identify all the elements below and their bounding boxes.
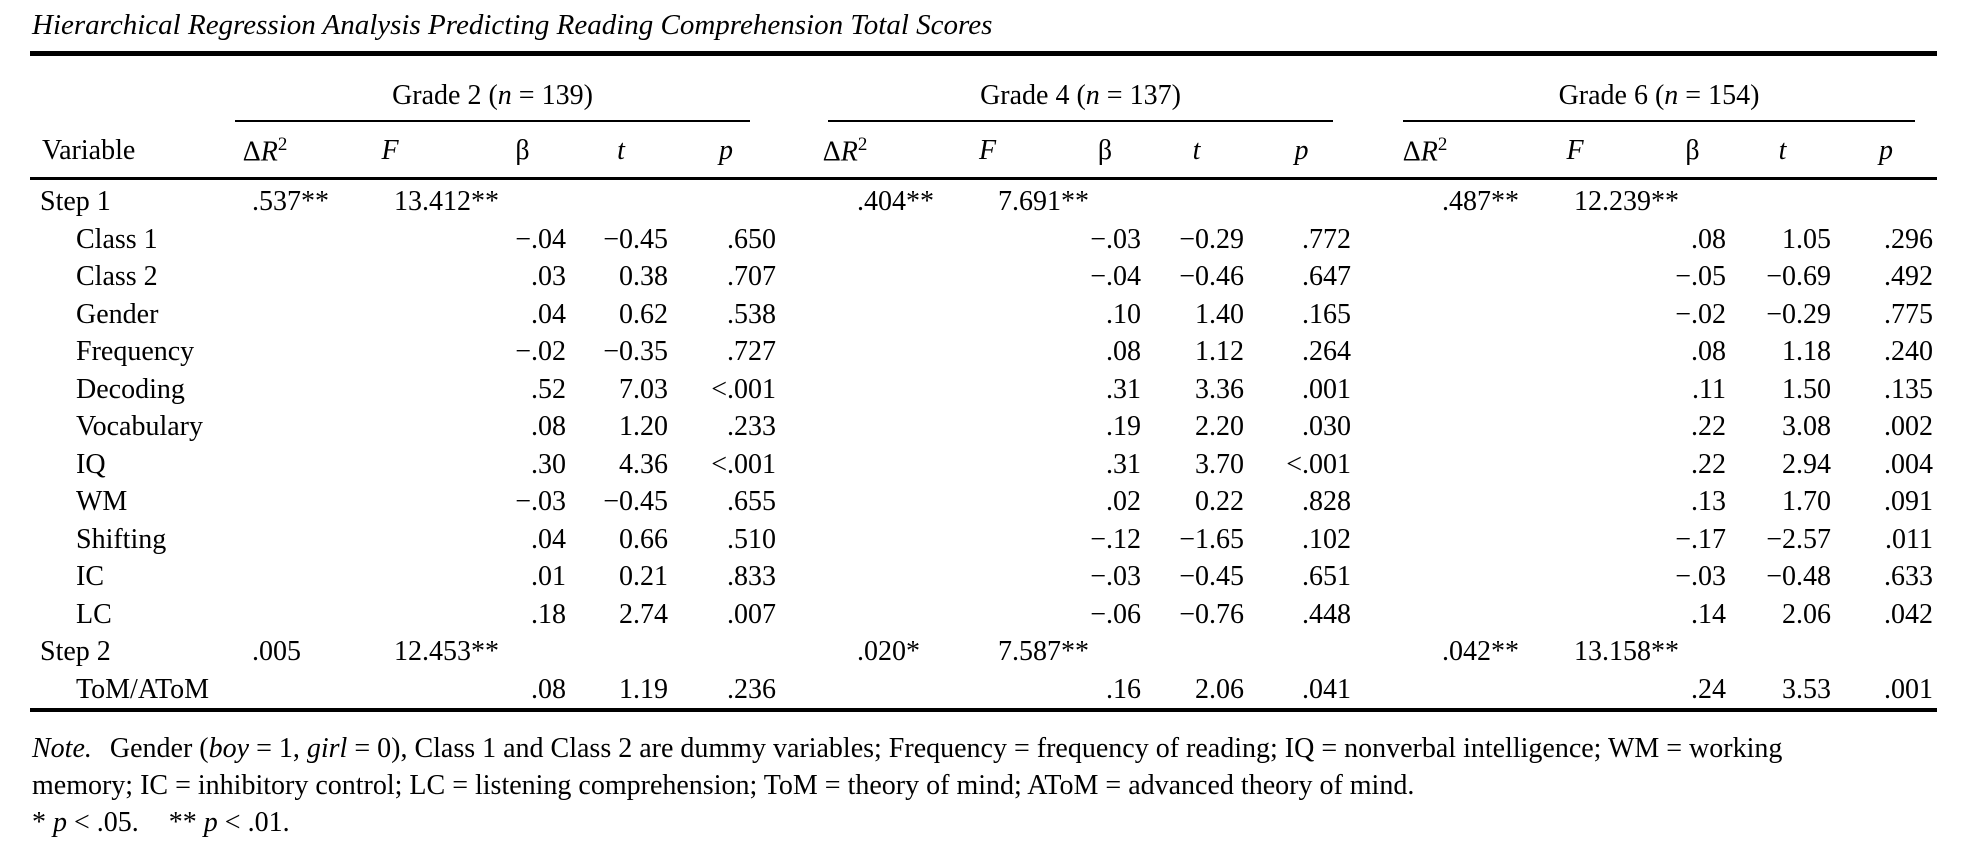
- col-header-f: F: [1495, 122, 1655, 179]
- group-label-grade4: Grade 4 (: [980, 80, 1086, 111]
- cell-g6-t: 1.70: [1782, 486, 1831, 518]
- cell-g2-p: .233: [727, 411, 776, 443]
- cell-g4-dr2: .404**: [857, 186, 934, 218]
- cell-g4-beta: −.03: [1090, 561, 1141, 593]
- cell-g6-dr2: [1355, 521, 1495, 559]
- cell-g4-dr2: [780, 483, 910, 521]
- cell-g4-t: 1.40: [1195, 298, 1244, 330]
- cell-g2-p: .707: [727, 261, 776, 293]
- cell-g4-p: .041: [1302, 673, 1351, 705]
- cell-g6-beta: −.02: [1675, 298, 1726, 330]
- cell-g4-p: <.001: [1286, 448, 1351, 480]
- cell-g4-beta: −.12: [1090, 523, 1141, 555]
- note-line: [32, 730, 1939, 804]
- cell-g2-p: [672, 179, 780, 221]
- cell-g2-f: [305, 483, 475, 521]
- cell-g2-t: 0.38: [619, 261, 668, 293]
- cell-g2-f: 13.412**: [394, 186, 499, 218]
- cell-g4-f: 7.587**: [998, 636, 1089, 668]
- row-label: Decoding: [76, 373, 185, 405]
- cell-g6-p: .011: [1885, 523, 1933, 555]
- col-header-delta-r2: $\Delta R^2$: [780, 122, 910, 179]
- cell-g2-p: <.001: [711, 448, 776, 480]
- table-title: Hierarchical Regression Analysis Predicting Reading Comprehension Total Scores: [32, 9, 993, 41]
- cell-g4-f: [910, 371, 1065, 409]
- cell-g2-dr2: [225, 371, 305, 409]
- cell-g6-beta: −.17: [1675, 523, 1726, 555]
- cell-g6-dr2: [1355, 483, 1495, 521]
- table-row: [30, 558, 1937, 596]
- cell-g2-beta: −.02: [515, 336, 566, 368]
- cell-g2-p: .650: [727, 223, 776, 255]
- corner-cell: [30, 54, 225, 123]
- cell-g6-dr2: [1355, 671, 1495, 711]
- cell-g2-t: 1.19: [619, 673, 668, 705]
- cell-g4-dr2: [780, 221, 910, 259]
- cell-g2-t: 4.36: [619, 448, 668, 480]
- cell-g6-p: .135: [1884, 373, 1933, 405]
- cell-g6-f: [1495, 221, 1655, 259]
- cell-g6-dr2: [1355, 408, 1495, 446]
- row-label: Class 1: [76, 223, 158, 255]
- sig-item: ** p < .01.: [168, 807, 290, 839]
- cell-g4-p: [1248, 179, 1355, 221]
- cell-g2-p: .833: [727, 561, 776, 593]
- cell-g6-t: [1730, 179, 1835, 221]
- cell-g4-p: [1248, 633, 1355, 671]
- cell-g4-beta: −.06: [1090, 598, 1141, 630]
- cell-g6-t: 2.06: [1782, 598, 1831, 630]
- row-label: Step 1: [40, 186, 111, 218]
- cell-g4-p: .828: [1302, 486, 1351, 518]
- cell-g4-p: .030: [1302, 411, 1351, 443]
- cell-g6-f: [1495, 671, 1655, 711]
- cell-g4-dr2: [780, 258, 910, 296]
- cell-g4-p: .001: [1302, 373, 1351, 405]
- cell-g2-beta: .04: [531, 523, 566, 555]
- cell-g6-f: [1495, 333, 1655, 371]
- cell-g6-p: .775: [1884, 298, 1933, 330]
- cell-g2-f: [305, 221, 475, 259]
- cell-g6-p: .296: [1884, 223, 1933, 255]
- cell-g4-t: 2.20: [1195, 411, 1244, 443]
- cell-g4-dr2: .020*: [857, 636, 920, 668]
- cell-g2-f: [305, 671, 475, 711]
- cell-g6-dr2: .042**: [1442, 636, 1519, 668]
- cell-g6-f: [1495, 596, 1655, 634]
- cell-g2-beta: .01: [531, 561, 566, 593]
- cell-g2-t: −0.35: [603, 336, 668, 368]
- column-header-row: [30, 122, 1937, 179]
- cell-g6-beta: .22: [1691, 448, 1726, 480]
- cell-g4-p: .651: [1302, 561, 1351, 593]
- note: [32, 730, 1939, 841]
- cell-g6-dr2: .487**: [1442, 186, 1519, 218]
- cell-g6-beta: .11: [1692, 373, 1726, 405]
- group-header-grade2: Grade 2 (n = 139): [225, 54, 780, 123]
- row-label: Vocabulary: [76, 411, 203, 443]
- row-label: IQ: [76, 448, 106, 480]
- table-row: [30, 408, 1937, 446]
- cell-g4-f: [910, 258, 1065, 296]
- cell-g2-f: [305, 333, 475, 371]
- cell-g2-beta: .30: [531, 448, 566, 480]
- cell-g6-f: [1495, 296, 1655, 334]
- cell-g4-t: 2.06: [1195, 673, 1244, 705]
- cell-g2-f: [305, 596, 475, 634]
- cell-g2-beta: −.03: [515, 486, 566, 518]
- cell-g6-f: 12.239**: [1574, 186, 1679, 218]
- cell-g2-f: [305, 296, 475, 334]
- cell-g4-beta: .16: [1106, 673, 1141, 705]
- cell-g2-dr2: [225, 446, 305, 484]
- cell-g4-t: −0.45: [1179, 561, 1244, 593]
- col-header-t: t: [1730, 122, 1835, 179]
- cell-g6-dr2: [1355, 596, 1495, 634]
- cell-g4-f: [910, 446, 1065, 484]
- cell-g6-beta: .13: [1691, 486, 1726, 518]
- cell-g4-beta: .02: [1106, 486, 1141, 518]
- cell-g2-f: [305, 408, 475, 446]
- cell-g6-beta: .08: [1691, 336, 1726, 368]
- cell-g4-t: −0.29: [1179, 223, 1244, 255]
- cell-g4-t: 3.70: [1195, 448, 1244, 480]
- cell-g4-p: .264: [1302, 336, 1351, 368]
- cell-g2-t: −0.45: [603, 223, 668, 255]
- cell-g6-t: 1.50: [1782, 373, 1831, 405]
- cell-g6-dr2: [1355, 446, 1495, 484]
- note-text: Gender (boy = 1, girl = 0), Class 1 and Class 2 are dummy variables; Frequency = frequency of reading; IQ = nonverbal intelligence; WM = working memory; IC = inhibitory control; LC = listening comprehension; ToM = theory of mind; AToM = advanced theory of mind.: [32, 733, 1783, 802]
- col-header-beta: β: [475, 122, 570, 179]
- cell-g4-dr2: [780, 296, 910, 334]
- cell-g4-dr2: [780, 408, 910, 446]
- cell-g2-beta: .18: [531, 598, 566, 630]
- group-label-grade6: Grade 6 (: [1558, 80, 1665, 111]
- cell-g4-f: [910, 558, 1065, 596]
- col-header-p: p: [1248, 122, 1355, 179]
- col-header-t: t: [1145, 122, 1248, 179]
- cell-g6-dr2: [1355, 333, 1495, 371]
- cell-g4-f: [910, 596, 1065, 634]
- cell-g6-t: −0.48: [1766, 561, 1831, 593]
- cell-g4-dr2: [780, 521, 910, 559]
- table-row: [30, 446, 1937, 484]
- group-header-row: [30, 54, 1937, 123]
- cell-g2-t: 0.62: [619, 298, 668, 330]
- cell-g6-t: −0.69: [1766, 261, 1831, 293]
- cell-g2-beta: .08: [531, 673, 566, 705]
- cell-g6-p: .633: [1884, 561, 1933, 593]
- cell-g2-dr2: [225, 596, 305, 634]
- cell-g6-beta: .22: [1691, 411, 1726, 443]
- col-header-f: F: [910, 122, 1065, 179]
- cell-g4-beta: .19: [1106, 411, 1141, 443]
- cell-g6-f: [1495, 371, 1655, 409]
- col-header-t: t: [570, 122, 672, 179]
- cell-g6-p: [1835, 633, 1937, 671]
- cell-g6-beta: .14: [1691, 598, 1726, 630]
- cell-g2-dr2: [225, 333, 305, 371]
- cell-g6-dr2: [1355, 558, 1495, 596]
- cell-g6-p: .091: [1884, 486, 1933, 518]
- col-header-beta: β: [1655, 122, 1730, 179]
- col-header-delta-r2: $\Delta R^2$: [1355, 122, 1495, 179]
- cell-g2-t: 0.21: [619, 561, 668, 593]
- cell-g4-beta: .31: [1106, 448, 1141, 480]
- cell-g4-t: [1145, 179, 1248, 221]
- cell-g4-f: [910, 483, 1065, 521]
- cell-g6-t: −2.57: [1766, 523, 1831, 555]
- cell-g2-dr2: .537**: [252, 186, 329, 218]
- cell-g2-t: −0.45: [603, 486, 668, 518]
- cell-g2-p: .236: [727, 673, 776, 705]
- cell-g6-dr2: [1355, 296, 1495, 334]
- cell-g4-f: [910, 671, 1065, 711]
- cell-g4-t: 0.22: [1195, 486, 1244, 518]
- cell-g4-p: .102: [1302, 523, 1351, 555]
- cell-g6-f: [1495, 258, 1655, 296]
- cell-g4-dr2: [780, 371, 910, 409]
- cell-g4-p: .772: [1302, 223, 1351, 255]
- row-label: Step 2: [40, 636, 111, 668]
- cell-g4-beta: −.03: [1090, 223, 1141, 255]
- col-header-p: p: [1835, 122, 1937, 179]
- cell-g2-p: .007: [727, 598, 776, 630]
- cell-g2-dr2: [225, 408, 305, 446]
- table-row: [30, 296, 1937, 334]
- cell-g2-p: .727: [727, 336, 776, 368]
- cell-g6-dr2: [1355, 258, 1495, 296]
- cell-g4-dr2: [780, 446, 910, 484]
- cell-g4-f: [910, 521, 1065, 559]
- cell-g6-p: .492: [1884, 261, 1933, 293]
- cell-g2-beta: .03: [531, 261, 566, 293]
- col-header-delta-r2: $\Delta R^2$: [225, 122, 305, 179]
- table-row: [30, 521, 1937, 559]
- cell-g4-dr2: [780, 558, 910, 596]
- row-label: Gender: [76, 298, 159, 330]
- cell-g2-t: 7.03: [619, 373, 668, 405]
- cell-g6-t: 1.05: [1782, 223, 1831, 255]
- cell-g2-dr2: [225, 521, 305, 559]
- cell-g6-t: 3.53: [1782, 673, 1831, 705]
- cell-g2-f: 12.453**: [394, 636, 499, 668]
- col-header-f: F: [305, 122, 475, 179]
- cell-g2-dr2: [225, 483, 305, 521]
- cell-g4-f: [910, 296, 1065, 334]
- cell-g2-t: 2.74: [619, 598, 668, 630]
- cell-g6-p: .042: [1884, 598, 1933, 630]
- cell-g4-dr2: [780, 671, 910, 711]
- cell-g2-dr2: .005: [252, 636, 301, 668]
- table-row: [30, 371, 1937, 409]
- cell-g2-beta: .52: [531, 373, 566, 405]
- cell-g6-p: .001: [1884, 673, 1933, 705]
- cell-g6-t: 2.94: [1782, 448, 1831, 480]
- row-label: ToM/AToM: [76, 673, 209, 705]
- cell-g2-dr2: [225, 258, 305, 296]
- cell-g6-beta: −.05: [1675, 261, 1726, 293]
- row-label: IC: [76, 561, 104, 593]
- cell-g2-beta: .08: [531, 411, 566, 443]
- col-header-beta: β: [1065, 122, 1145, 179]
- cell-g4-t: −0.76: [1179, 598, 1244, 630]
- cell-g2-beta: −.04: [515, 223, 566, 255]
- cell-g6-t: [1730, 633, 1835, 671]
- cell-g4-beta: .08: [1106, 336, 1141, 368]
- cell-g2-p: .655: [727, 486, 776, 518]
- table-row: [30, 596, 1937, 634]
- cell-g2-p: .538: [727, 298, 776, 330]
- cell-g2-dr2: [225, 296, 305, 334]
- cell-g2-dr2: [225, 221, 305, 259]
- cell-g4-f: [910, 408, 1065, 446]
- cell-g6-f: 13.158**: [1574, 636, 1679, 668]
- table-row: [30, 221, 1937, 259]
- cell-g2-p: .510: [727, 523, 776, 555]
- cell-g2-t: 1.20: [619, 411, 668, 443]
- cell-g6-f: [1495, 483, 1655, 521]
- cell-g6-p: [1835, 179, 1937, 221]
- cell-g6-f: [1495, 408, 1655, 446]
- col-header-p: p: [672, 122, 780, 179]
- cell-g4-f: [910, 333, 1065, 371]
- cell-g2-p: <.001: [711, 373, 776, 405]
- cell-g4-beta: .10: [1106, 298, 1141, 330]
- cell-g4-beta: −.04: [1090, 261, 1141, 293]
- cell-g2-t: [570, 633, 672, 671]
- cell-g6-beta: .08: [1691, 223, 1726, 255]
- cell-g2-beta: .04: [531, 298, 566, 330]
- table-row: [30, 179, 1937, 221]
- cell-g2-p: [672, 633, 780, 671]
- cell-g4-p: .165: [1302, 298, 1351, 330]
- cell-g4-p: .647: [1302, 261, 1351, 293]
- significance-note: [32, 804, 1939, 841]
- cell-g2-f: [305, 521, 475, 559]
- cell-g2-f: [305, 558, 475, 596]
- cell-g4-f: [910, 221, 1065, 259]
- cell-g6-f: [1495, 558, 1655, 596]
- cell-g6-t: 1.18: [1782, 336, 1831, 368]
- row-label: Shifting: [76, 523, 167, 555]
- note-label: Note.: [32, 733, 92, 765]
- col-header-variable: Variable: [30, 122, 225, 179]
- cell-g2-f: [305, 446, 475, 484]
- cell-g6-p: .004: [1884, 448, 1933, 480]
- cell-g2-dr2: [225, 558, 305, 596]
- table-row: [30, 333, 1937, 371]
- table-row: [30, 671, 1937, 711]
- cell-g4-t: 3.36: [1195, 373, 1244, 405]
- cell-g6-p: .002: [1884, 411, 1933, 443]
- cell-g4-dr2: [780, 596, 910, 634]
- table-row: [30, 483, 1937, 521]
- group-header-grade6: Grade 6 (n = 154): [1355, 54, 1937, 123]
- row-label: Class 2: [76, 261, 158, 293]
- cell-g6-beta: −.03: [1675, 561, 1726, 593]
- row-label: LC: [76, 598, 112, 630]
- cell-g6-t: −0.29: [1766, 298, 1831, 330]
- cell-g6-p: .240: [1884, 336, 1933, 368]
- cell-g6-beta: .24: [1691, 673, 1726, 705]
- group-label-grade2: Grade 2 (: [392, 80, 498, 111]
- cell-g4-dr2: [780, 333, 910, 371]
- cell-g2-f: [305, 258, 475, 296]
- cell-g6-f: [1495, 521, 1655, 559]
- group-header-grade4: Grade 4 (n = 137): [780, 54, 1355, 123]
- sig-item: * p < .05.: [32, 807, 139, 839]
- cell-g4-p: .448: [1302, 598, 1351, 630]
- cell-g6-dr2: [1355, 221, 1495, 259]
- cell-g4-t: 1.12: [1195, 336, 1244, 368]
- cell-g4-f: 7.691**: [998, 186, 1089, 218]
- row-label: Frequency: [76, 336, 195, 368]
- cell-g2-dr2: [225, 671, 305, 711]
- cell-g6-f: [1495, 446, 1655, 484]
- cell-g2-t: 0.66: [619, 523, 668, 555]
- cell-g4-t: [1145, 633, 1248, 671]
- regression-table: [30, 51, 1937, 712]
- cell-g2-t: [570, 179, 672, 221]
- cell-g4-t: −0.46: [1179, 261, 1244, 293]
- cell-g4-beta: .31: [1106, 373, 1141, 405]
- table-row: [30, 633, 1937, 671]
- row-label: WM: [76, 486, 128, 518]
- cell-g4-t: −1.65: [1179, 523, 1244, 555]
- table-row: [30, 258, 1937, 296]
- cell-g6-t: 3.08: [1782, 411, 1831, 443]
- cell-g2-f: [305, 371, 475, 409]
- cell-g6-dr2: [1355, 371, 1495, 409]
